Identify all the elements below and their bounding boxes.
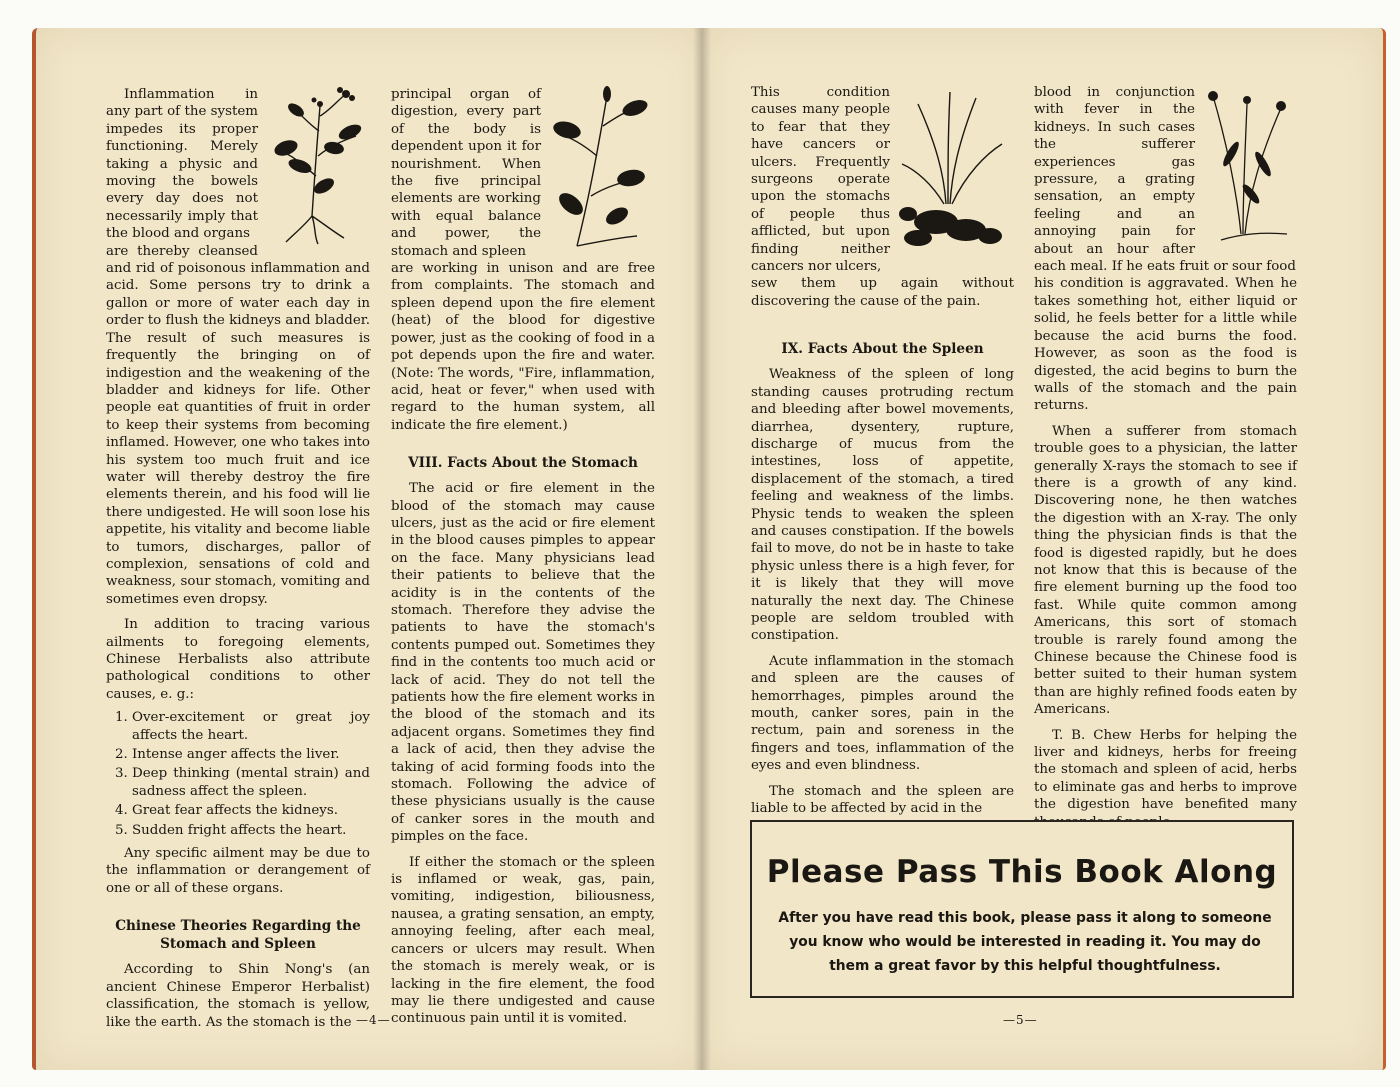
- sufferer-paragraph: When a sufferer from stomach trouble goes to a physician, the latter generally X-rays the stomach to see if there is a growth of any kind. Discovering none, he then watches the digestion with an X-ray. The only thing the physician finds is that the food is digested rapidly, but he does not know that this is because of the fire element burning up the food too fast. While quite common among Americans, this sort of stomach trouble is rarely found among the Chinese because the Chinese food is better suited to their human system than are highly refined foods eaten by Americans.: [1034, 423, 1297, 718]
- list-item: 1. Over-excitement or great joy affects the heart.: [132, 709, 370, 744]
- right-page-column-1: [751, 84, 1014, 817]
- principal-organ-text-rest: are working in unison and are free from complaints. The stomach and spleen depend upon the fire element (heat) of the blood for digestive power, just as the cooking of food in a pot depends upon the fire and water. (Note: The words, "Fire, inflammation, acid, heat or fever," when used with regard to the human system, all indicate the fire element.): [391, 261, 655, 433]
- list-item: 4. Great fear affects the kidneys.: [132, 802, 370, 819]
- acid-paragraph: The acid or fire element in the blood of the stomach may cause ulcers, just as the acid or fire element in the blood causes pimples to appear on the face. Many physicians lead their patients to believe that the acidity is in the contents of the stomach. Therefore they advise the patients to have the stomach's contents pumped out. Sometimes they find in the contents too much acid or lack of acid. They do not tell the patients how the fire element works in the blood of the stomach and its adjacent organs. Sometimes they find a lack of acid, then they advise the taking of acid forming foods into the stomach. Following the advice of these physicians usually is the cause of canker sores in the mouth and pimples on the face.: [391, 481, 655, 845]
- spleen-facts-heading: IX. Facts About the Spleen: [781, 341, 984, 358]
- chinese-theories-heading: Chinese Theories Regarding the Stomach and Spleen: [115, 918, 361, 953]
- condition-text-rest: sew them up again without discovering the cause of the pain.: [751, 276, 1014, 309]
- notice-title: Please Pass This Book Along: [766, 854, 1278, 890]
- stomach-facts-heading: VIII. Facts About the Stomach: [408, 455, 638, 472]
- left-page-column-1: [106, 86, 370, 1031]
- chew-herbs-paragraph: T. B. Chew Herbs for helping the liver and kidneys, herbs for freeing the stomach and spleen of acid, herbs to eliminate gas and herbs to improve the digestion have benefited many: [1034, 727, 1297, 813]
- causes-list: [106, 709, 370, 839]
- book-gutter: [693, 28, 711, 1070]
- principal-organ-text-wrap: principal organ of digestion, every part of the body is dependent upon it for nourishment. When the five principal elements are working with equal balance and power, the stomach and spleen: [391, 87, 541, 259]
- intro-text-wrap: Inflammation in any part of the system impedes its proper functioning. Merely taking a physic and moving the bowels every day does not necessarily imply that the blood and organs: [106, 87, 258, 242]
- ginger-root-plant-icon: [896, 84, 1014, 252]
- list-item: 2. Intense anger affects the liver.: [132, 746, 370, 763]
- page-number-4: —4—: [356, 1013, 391, 1027]
- flowering-herb-icon: [1201, 84, 1297, 244]
- intro-text-rest: are thereby cleansed and rid of poisonous inflammation and acid. Some persons try to drink a gallon or more of water each day in order to flush the kidneys and bladder. The result of such measures is frequently the bringing on of indigestion and the weakening of the bladder and kidneys for life. Other people eat quantities of fruit in order to keep their systems from becoming inflamed. However, one who takes into his system too much fruit and ice water will thereby destroy the fire elements therein, and his food will lie there undigested. He will soon lose his appetite, his vitality and become liable to tumors, discharges, pallor of complexion, sensations of cold and weakness, sour stomach, vomiting and sometimes even dropsy.: [106, 243, 370, 607]
- herb-plant-with-roots-icon: [264, 86, 370, 246]
- leafy-herb-branch-icon: [547, 86, 655, 250]
- list-item: 5. Sudden fright affects the heart.: [132, 822, 370, 839]
- acute-paragraph: Acute inflammation in the stomach and spleen are the causes of hemorrhages, pimples around the mouth, canker sores, pain in the rectum, pain and soreness in the fingers and toes, inflammation of the eyes and even blindness.: [751, 653, 1014, 774]
- pass-book-notice-box: [750, 820, 1294, 998]
- notice-body: After you have read this book, please pass it along to someone you know who would be interested in reading it. You may do them a great favor by this helpful thoughtfulness.: [778, 910, 1272, 974]
- right-page-column-2: [1034, 84, 1297, 831]
- kidney-blood-text-rest: his condition is aggravated. When he takes something hot, either liquid or solid, he feels better for a little while because the acid burns the food. However, as soon as the food is digested, the acid begins to burn the walls of the stomach and the pain returns.: [1034, 276, 1297, 414]
- list-item: 3. Deep thinking (mental strain) and sadness affect the spleen.: [132, 765, 370, 800]
- shin-nong-paragraph: According to Shin Nong's (an ancient Chinese Emperor Herbalist) classification, the stomach is yellow, like the earth. As the stomach is the: [106, 962, 370, 1030]
- kidney-blood-text-wrap: blood in conjunction with fever in the kidneys. In such cases the sufferer experiences gas pressure, a grating sensation, an empty feeling and an annoying pain for about an hour after each meal. If he eats fruit or sour food: [1034, 85, 1296, 275]
- tracing-paragraph: In addition to tracing various ailments to foregoing elements, Chinese Herbalists also attribute pathological conditions to other causes, e. g.:: [106, 617, 370, 702]
- weakness-paragraph: Weakness of the spleen of long standing causes protruding rectum and bleeding after bowel movements, diarrhea, dysentery, rupture, discharge of mucus from the intestines, loss of appetite, displacement of the stomach, a tired feeling and weakness of the limbs. Physic tends to weaken the spleen and causes constipation. If the bowels fail to move, do not be in haste to take physic unless there is a high fever, for it is likely that they will move naturally the next day. The Chinese people are seldom troubled with constipation.: [751, 367, 1014, 644]
- left-page-column-2: [391, 86, 655, 1028]
- liable-paragraph: The stomach and the spleen are liable to be affected by acid in the: [751, 783, 1014, 817]
- condition-text-wrap: This condition causes many people to fear that they have cancers or ulcers. Frequently surgeons operate upon the stomachs of people thus afflicted, but upon finding neither cancers nor ulcers,: [751, 85, 890, 275]
- ailment-paragraph: Any specific ailment may be due to the inflammation or derangement of one or all of these organs.: [106, 846, 370, 896]
- inflamed-paragraph: If either the stomach or the spleen is inflamed or weak, gas, pain, vomiting, indigestion, biliousness, nausea, a grating sensation, an empty, annoying feeling, after each meal, cancers or ulcers may result. When the stomach is merely weak, or is lacking in the fire element, the food may lie there undigested and cause continuous pain until it is vomited.: [391, 854, 655, 1027]
- page-number-5: —5—: [1003, 1013, 1038, 1027]
